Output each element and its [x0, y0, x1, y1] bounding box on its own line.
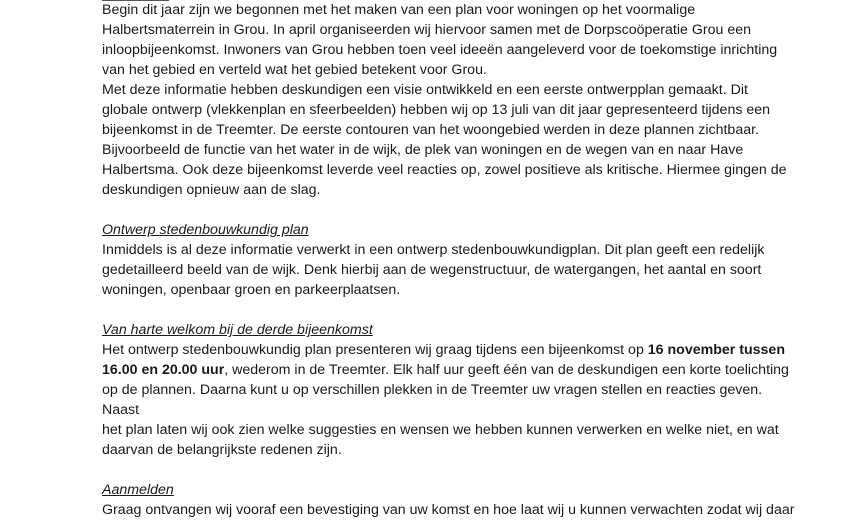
section-aanmelden — [102, 480, 802, 520]
section-welkom — [102, 320, 802, 460]
intro-line: globale ontwerp (vlekkenplan en sfeerbeelden) hebben wij op 13 juli van dit jaar gepresenteerd tijdens een — [102, 102, 771, 118]
section-ontwerp — [102, 220, 802, 300]
section-heading: Ontwerp stedenbouwkundig plan — [102, 222, 309, 238]
intro-paragraph — [102, 0, 802, 200]
event-date: 16 november tussen — [647, 342, 785, 358]
section-line: daarvan de belangrijkste redenen zijn. — [102, 442, 342, 458]
section-line: op de plannen. Daarna kunt u op verschillen plekken in de Treemter uw vragen stellen en reacties geven. Naast — [102, 382, 763, 418]
section-line — [102, 360, 802, 380]
section-line: Inmiddels is al deze informatie verwerkt in een ontwerp stedenbouwkundigplan. Dit plan geeft een redelijk — [102, 242, 765, 258]
intro-line: bijeenkomst in de Treemter. De eerste contouren van het woongebied werden in deze plannen zichtbaar. — [102, 122, 759, 138]
section-line: het plan laten wij ook zien welke suggesties en wensen we hebben kunnen verwerken en welke niet, en wat — [102, 422, 779, 438]
section-line: gedetailleerd beeld van de wijk. Denk hierbij aan de wegenstructuur, de watergangen, het aantal en soort — [102, 262, 762, 278]
section-text: Het ontwerp stedenbouwkundig plan presenteren wij graag tijdens een bijeenkomst op — [102, 342, 648, 358]
intro-line: Bijvoorbeeld de functie van het water in de wijk, de plek van woningen en de wegen van en naar Have — [102, 142, 744, 158]
intro-line: van het gebied en verteld wat het gebied betekent voor Grou. — [102, 62, 487, 78]
section-text: , wederom in de Treemter. Elk half uur geeft één van de deskundigen een korte toelichting — [224, 362, 789, 378]
intro-line: inloopbijeenkomst. Inwoners van Grou hebben toen veel ideeën aangeleverd voor de toekomstige inrichting — [102, 42, 778, 58]
section-line: woningen, openbaar groen en parkeerplaatsen. — [102, 282, 401, 298]
section-line — [102, 340, 802, 360]
intro-line: deskundigen opnieuw aan de slag. — [102, 182, 321, 198]
section-heading: Van harte welkom bij de derde bijeenkomst — [102, 322, 373, 338]
intro-line: Halbertsmaterrein in Grou. In april organiseerden wij hiervoor samen met de Dorpscoöperatie Grou een — [102, 22, 752, 38]
document-body — [102, 0, 802, 520]
intro-line: Halbertsma. Ook deze bijeenkomst leverde veel reacties op, zowel positieve als kritische. Hiermee gingen de — [102, 162, 787, 178]
event-time: 16.00 en 20.00 uur — [102, 362, 225, 378]
section-line: Graag ontvangen wij vooraf een bevestiging van uw komst en hoe laat wij u kunnen verwachten zodat wij daar — [102, 502, 795, 518]
intro-line: Begin dit jaar zijn we begonnen met het maken van een plan voor woningen op het voormalige — [102, 2, 696, 18]
section-heading: Aanmelden — [102, 482, 174, 498]
intro-line: Met deze informatie hebben deskundigen een visie ontwikkeld en een eerste ontwerpplan gemaakt. Dit — [102, 82, 748, 98]
